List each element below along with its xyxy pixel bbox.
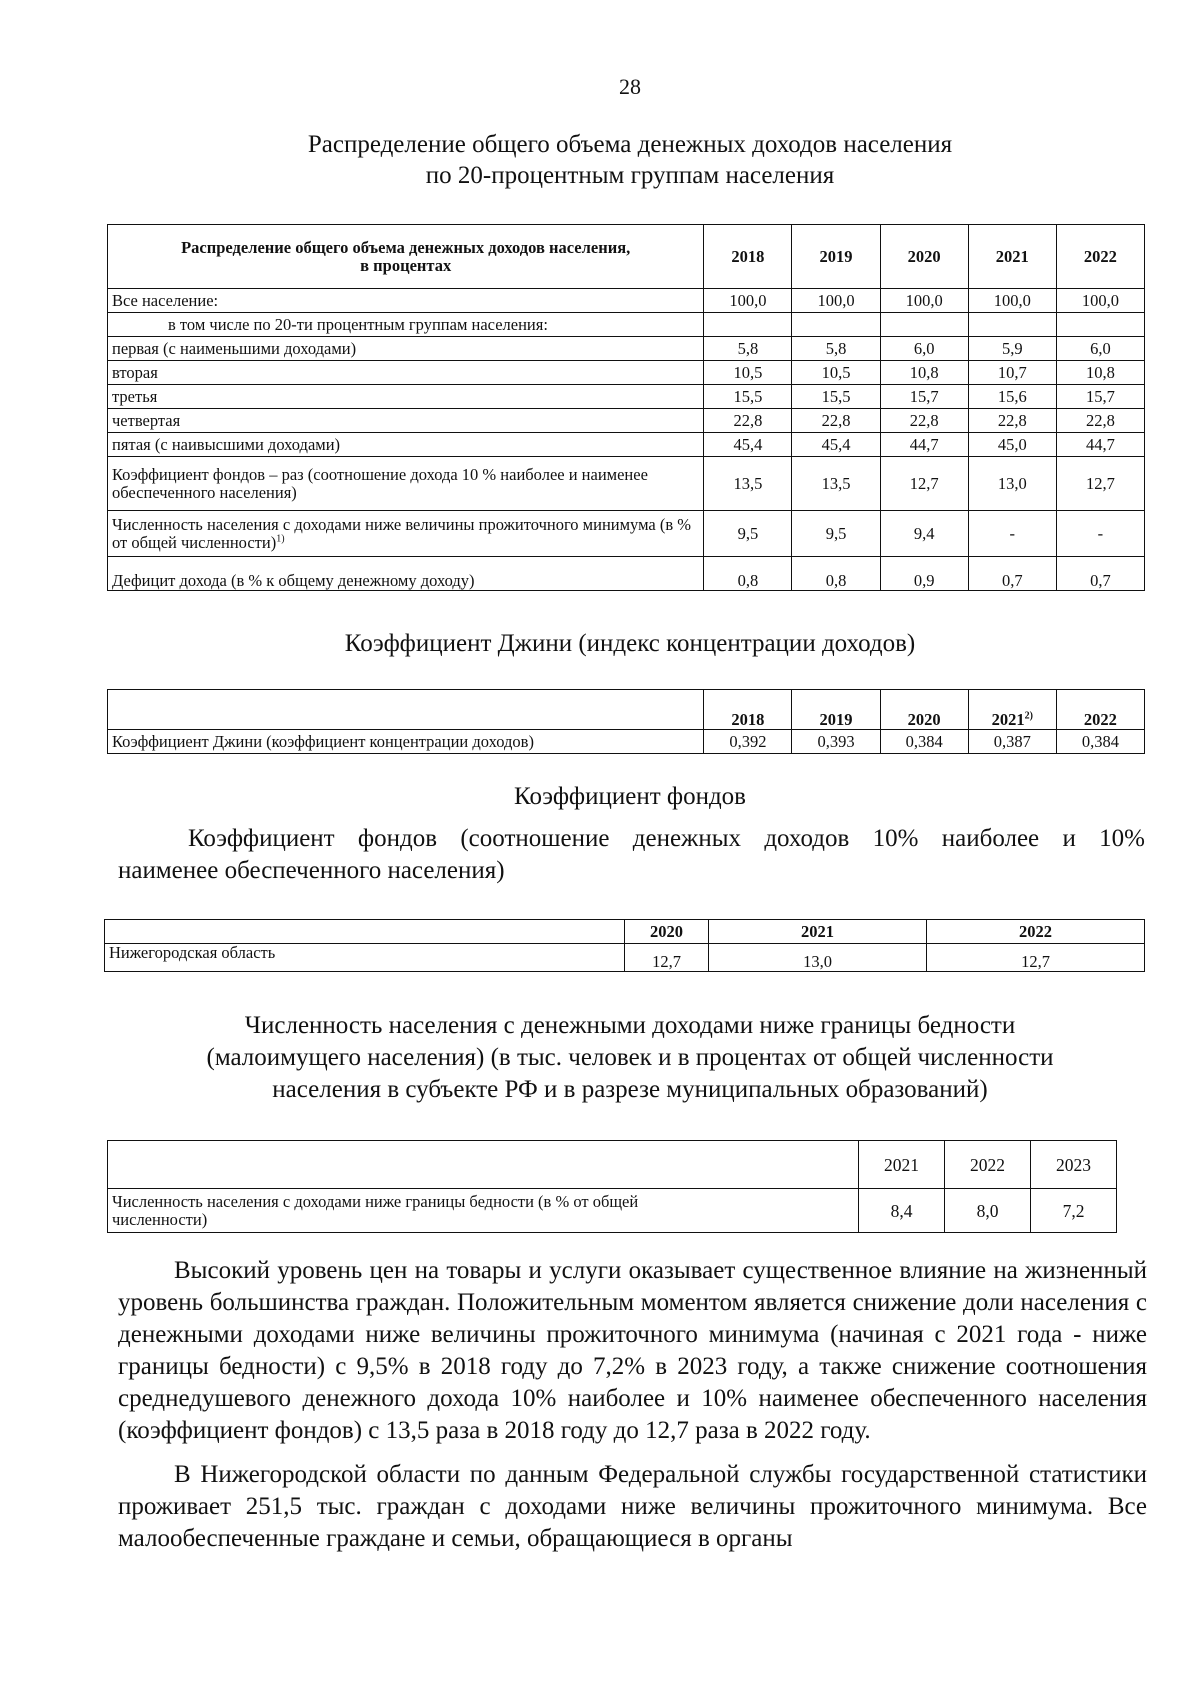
funds-subtitle-line1: Коэффициент фондов (соотношение денежных доходов 10% наиболее и 10% bbox=[188, 825, 1145, 852]
cell: 22,8 bbox=[704, 409, 792, 433]
cell: 12,7 bbox=[1056, 457, 1144, 511]
cell bbox=[792, 313, 880, 337]
cell: 8,4 bbox=[859, 1189, 945, 1233]
cell: 13,5 bbox=[792, 457, 880, 511]
cell: 22,8 bbox=[880, 409, 968, 433]
cell bbox=[704, 313, 792, 337]
row-label: третья bbox=[108, 385, 704, 409]
row-label-text: Численность населения с доходами ниже величины прожиточного минимума (в % от общей численности) bbox=[112, 514, 692, 552]
cell: 0,9 bbox=[880, 557, 968, 591]
cell: 0,387 bbox=[968, 730, 1056, 754]
cell: 12,7 bbox=[625, 944, 709, 972]
row-label: пятая (с наивысшими доходами) bbox=[108, 433, 704, 457]
row-label: Коэффициент фондов – раз (соотношение дохода 10 % наиболее и наименее обеспеченного населения) bbox=[108, 457, 704, 511]
cell: 10,5 bbox=[704, 361, 792, 385]
funds-coefficient-table bbox=[104, 919, 1145, 972]
header-label bbox=[108, 225, 704, 289]
cell: 15,7 bbox=[1056, 385, 1144, 409]
year-header: 2021 bbox=[968, 225, 1056, 289]
table-header-row bbox=[108, 1141, 1117, 1189]
year-text: 2021 bbox=[991, 710, 1025, 729]
row-label: Все население: bbox=[108, 289, 704, 313]
income-distribution-table bbox=[107, 224, 1145, 591]
year-header: 2022 bbox=[945, 1141, 1031, 1189]
cell: 45,4 bbox=[704, 433, 792, 457]
year-header: 2020 bbox=[625, 920, 709, 944]
cell: 6,0 bbox=[880, 337, 968, 361]
cell: 8,0 bbox=[945, 1189, 1031, 1233]
cell: 44,7 bbox=[1056, 433, 1144, 457]
cell: 44,7 bbox=[880, 433, 968, 457]
cell: - bbox=[968, 511, 1056, 557]
table-row bbox=[108, 385, 1145, 409]
poverty-title-line1: Численность населения с денежными доходами ниже границы бедности bbox=[244, 1012, 1016, 1039]
cell: 45,0 bbox=[968, 433, 1056, 457]
cell: 10,8 bbox=[880, 361, 968, 385]
cell: 0,384 bbox=[1056, 730, 1144, 754]
table-row bbox=[108, 457, 1145, 511]
cell: 15,7 bbox=[880, 385, 968, 409]
cell: 0,8 bbox=[704, 557, 792, 591]
section1-title-line2: по 20-процентным группам населения bbox=[425, 162, 835, 189]
cell: 22,8 bbox=[1056, 409, 1144, 433]
row-label: первая (с наименьшими доходами) bbox=[108, 337, 704, 361]
cell: 13,0 bbox=[968, 457, 1056, 511]
poverty-title-line2: (малоимущего населения) (в тыс. человек и в процентах от общей численности bbox=[206, 1044, 1054, 1071]
cell: 15,5 bbox=[792, 385, 880, 409]
row-label: Дефицит дохода (в % к общему денежному доходу) bbox=[108, 557, 704, 591]
year-header: 2021 bbox=[709, 920, 927, 944]
year-header: 2018 bbox=[704, 225, 792, 289]
row-label: четвертая bbox=[108, 409, 704, 433]
header-label-line2: в процентах bbox=[360, 255, 452, 275]
poverty-table bbox=[107, 1140, 1117, 1233]
cell: 13,5 bbox=[704, 457, 792, 511]
cell: - bbox=[1056, 511, 1144, 557]
row-label bbox=[108, 511, 704, 557]
cell: 22,8 bbox=[792, 409, 880, 433]
cell: 10,8 bbox=[1056, 361, 1144, 385]
table-row bbox=[108, 730, 1145, 754]
gini-title: Коэффициент Джини (индекс концентрации доходов) bbox=[344, 630, 916, 657]
cell: 15,6 bbox=[968, 385, 1056, 409]
year-header: 2020 bbox=[880, 225, 968, 289]
cell: 0,7 bbox=[1056, 557, 1144, 591]
cell: 12,7 bbox=[880, 457, 968, 511]
table-row bbox=[105, 944, 1145, 972]
year-header: 2018 bbox=[704, 690, 792, 730]
year-header: 2022 bbox=[1056, 690, 1144, 730]
body-paragraph-1: Высокий уровень цен на товары и услуги оказывает существенное влияние на жизненный уровень большинства граждан. Положительным моментом является снижение доли населения с денежными доходами ниже величины прожиточного минимума (начиная с 2021 года - ниже границы бедности) с 9,5% в 2018 году до 7,2% в 2023 году, а также снижение соотношения среднедушевого денежного дохода 10% наиболее и 10% наименее обеспеченного населения (коэффициент фондов) с 13,5 раза в 2018 году до 12,7 раза в 2022 году. bbox=[118, 1257, 1147, 1444]
cell: 9,4 bbox=[880, 511, 968, 557]
table-row bbox=[108, 289, 1145, 313]
table-header-row bbox=[108, 225, 1145, 289]
table-row bbox=[108, 433, 1145, 457]
header-empty bbox=[108, 1141, 859, 1189]
year-header: 2023 bbox=[1031, 1141, 1117, 1189]
table-row bbox=[108, 313, 1145, 337]
year-header: 2019 bbox=[792, 225, 880, 289]
row-label: Коэффициент Джини (коэффициент концентрации доходов) bbox=[108, 730, 704, 754]
cell: 0,392 bbox=[704, 730, 792, 754]
header-empty bbox=[108, 690, 704, 730]
footnote-mark: 1) bbox=[276, 533, 285, 544]
cell: 12,7 bbox=[927, 944, 1145, 972]
table-header-row bbox=[105, 920, 1145, 944]
table-row bbox=[108, 361, 1145, 385]
header-empty bbox=[105, 920, 625, 944]
body-paragraph-2: В Нижегородской области по данным Федеральной службы государственной статистики проживает 251,5 тыс. граждан с доходами ниже величины прожиточного минимума. Все малообеспеченные граждане и семьи, обращающиеся в органы bbox=[118, 1461, 1147, 1552]
cell: 5,8 bbox=[792, 337, 880, 361]
table-header-row bbox=[108, 690, 1145, 730]
cell bbox=[1056, 313, 1144, 337]
cell: 10,5 bbox=[792, 361, 880, 385]
cell: 0,7 bbox=[968, 557, 1056, 591]
header-label-line1: Распределение общего объема денежных доходов населения, bbox=[181, 237, 631, 257]
cell: 5,8 bbox=[704, 337, 792, 361]
year-header: 2021 bbox=[859, 1141, 945, 1189]
cell: 0,384 bbox=[880, 730, 968, 754]
table-row bbox=[108, 1189, 1117, 1233]
table-row bbox=[108, 511, 1145, 557]
section1-title-line1: Распределение общего объема денежных доходов населения bbox=[307, 131, 953, 158]
row-label: в том числе по 20-ти процентным группам населения: bbox=[108, 313, 704, 337]
cell: 15,5 bbox=[704, 385, 792, 409]
cell: 100,0 bbox=[968, 289, 1056, 313]
cell: 7,2 bbox=[1031, 1189, 1117, 1233]
cell: 100,0 bbox=[792, 289, 880, 313]
cell: 9,5 bbox=[704, 511, 792, 557]
page-number: 28 bbox=[619, 74, 641, 99]
year-header: 2020 bbox=[880, 690, 968, 730]
cell: 0,8 bbox=[792, 557, 880, 591]
table-row bbox=[108, 337, 1145, 361]
table-row bbox=[108, 557, 1145, 591]
year-header: 2022 bbox=[1056, 225, 1144, 289]
year-header bbox=[968, 690, 1056, 730]
row-label: Численность населения с доходами ниже границы бедности (в % от общей численности) bbox=[108, 1189, 859, 1233]
cell: 10,7 bbox=[968, 361, 1056, 385]
row-label: вторая bbox=[108, 361, 704, 385]
year-header: 2022 bbox=[927, 920, 1145, 944]
poverty-title-line3: населения в субъекте РФ и в разрезе муниципальных образований) bbox=[272, 1076, 988, 1103]
cell bbox=[968, 313, 1056, 337]
gini-table bbox=[107, 689, 1145, 754]
funds-coefficient-title: Коэффициент фондов bbox=[514, 783, 746, 810]
cell: 6,0 bbox=[1056, 337, 1144, 361]
cell: 100,0 bbox=[704, 289, 792, 313]
cell: 100,0 bbox=[1056, 289, 1144, 313]
cell: 9,5 bbox=[792, 511, 880, 557]
footnote-mark: 2) bbox=[1024, 710, 1033, 722]
cell: 22,8 bbox=[968, 409, 1056, 433]
cell: 0,393 bbox=[792, 730, 880, 754]
year-header: 2019 bbox=[792, 690, 880, 730]
cell bbox=[880, 313, 968, 337]
cell: 100,0 bbox=[880, 289, 968, 313]
cell: 45,4 bbox=[792, 433, 880, 457]
cell: 13,0 bbox=[709, 944, 927, 972]
row-label: Нижегородская область bbox=[105, 944, 625, 972]
table-row bbox=[108, 409, 1145, 433]
cell: 5,9 bbox=[968, 337, 1056, 361]
funds-subtitle-line2: наименее обеспеченного населения) bbox=[118, 857, 505, 884]
